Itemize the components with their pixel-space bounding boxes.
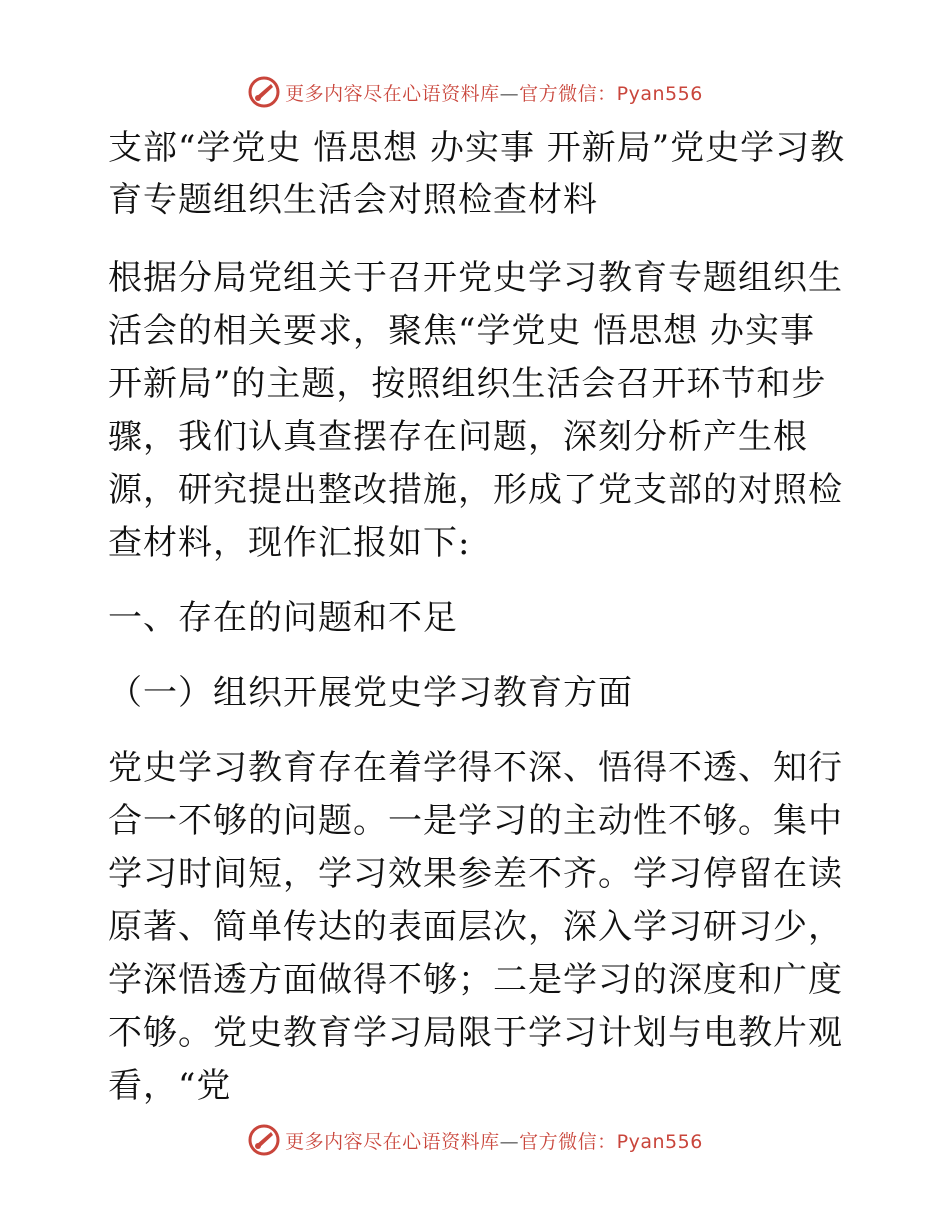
watermark-dash: — xyxy=(499,82,520,105)
logo-icon xyxy=(247,75,281,109)
section-heading: 一、存在的问题和不足 xyxy=(108,598,458,638)
intro-paragraph: 根据分局党组关于召开党史学习教育专题组织生活会的相关要求，聚焦“学党史 悟思想 办实事 开新局”的主题，按照组织生活会召开环节和步骤，我们认真查摆存在问题，深刻分析产生根源，研究提出整改措施，形成了党支部的对照检查材料，现作汇报如下: xyxy=(108,258,843,563)
document-body xyxy=(98,122,858,1113)
header-watermark xyxy=(0,72,950,112)
watermark-wechat: 官方微信：Pyan556 xyxy=(519,1130,703,1153)
logo-icon xyxy=(247,1123,281,1157)
subsection-heading: （一）组织开展党史学习教育方面 xyxy=(108,673,633,713)
watermark-text: 更多内容尽在心语资料库 xyxy=(285,82,500,105)
watermark-text: 更多内容尽在心语资料库 xyxy=(285,1130,500,1153)
document-title: 支部“学党史 悟思想 办实事 开新局”党史学习教育专题组织生活会对照检查材料 xyxy=(108,128,846,220)
footer-watermark xyxy=(0,1120,950,1160)
watermark-wechat: 官方微信：Pyan556 xyxy=(519,82,703,105)
watermark-dash: — xyxy=(499,1130,520,1153)
body-paragraph: 党史学习教育存在着学得不深、悟得不透、知行合一不够的问题。一是学习的主动性不够。集中学习时间短，学习效果参差不齐。学习停留在读原著、简单传达的表面层次，深入学习研习少，学深悟透方面做得不够；二是学习的深度和广度不够。党史教育学习局限于学习计划与电教片观看，“党 xyxy=(108,748,843,1106)
